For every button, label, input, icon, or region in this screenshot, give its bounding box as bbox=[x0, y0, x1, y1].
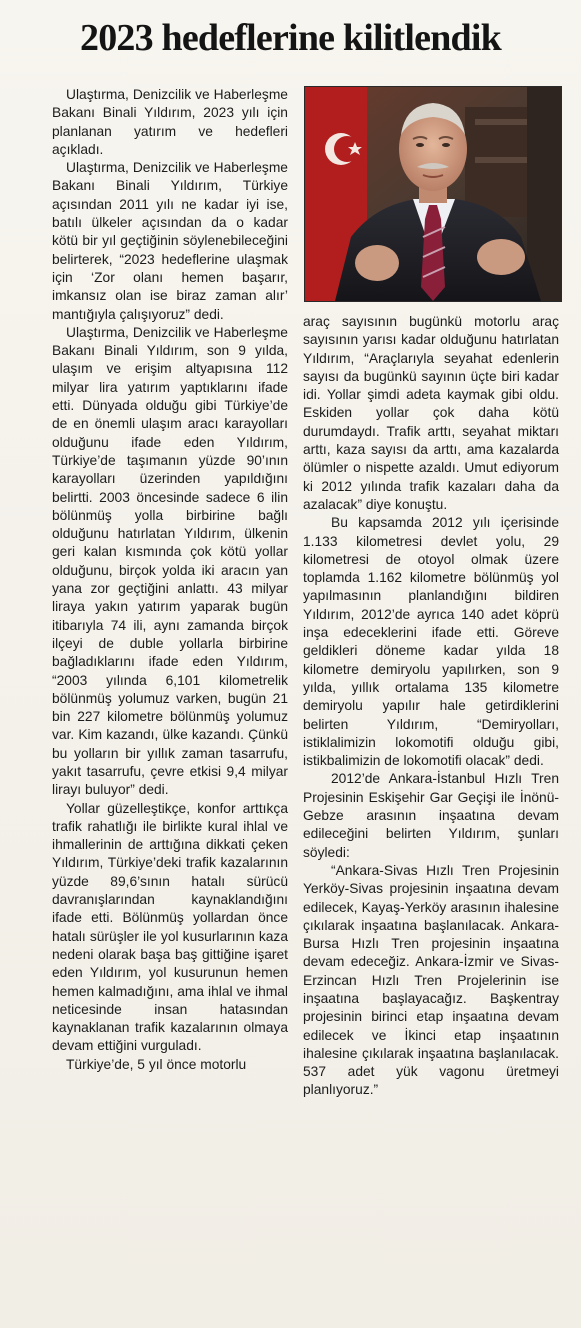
paragraph: Ulaştırma, Denizcilik ve Haberleşme Bakanı Binali Yıldırım, Türkiye açısından 2011 yılı ne kadar iyi ise, batılı ülkeler açısından da o kadar kötü bir yıl geçtiğinin söylenebileceğini belirterek, “2023 hedeflerine ulaşmak için ‘Zor olanı hemen başarır, imkansız olan ise biraz zaman alır’ mantığıyla çalışıyoruz” dedi. bbox=[52, 160, 288, 322]
minister-photo bbox=[304, 86, 562, 302]
paragraph: Ulaştırma, Denizcilik ve Haberleşme Bakanı Binali Yıldırım, son 9 yılda, ulaşım ve erişim altyapısına 112 milyar lira yatırım yaptıklarını ifade etti. Dünyada olduğu gibi Türkiye’de de en önemli ulaşım aracı karayolları olduğunu ifade eden Yıldırım, Türkiye’de taşımanın yüzde 90’ının karayolları üzerinden yapıldığını belirtti. 2003 öncesinde sadece 6 ilin bölünmüş yolla birbirine bağlı olduğunu hatırlatan Yıldırım, ülkenin geri kalan kısmında çok kötü yollar olduğunu, birçok yolda iki aracın yan yana zor geçtiğini anlattı. 43 milyar liraya yakın yatırım yaparak bugün itibarıyla 74 ili, aynı zamanda birçok ilçeyi de duble yollarla birbirine bağladıklarını ifade eden Yıldırım, “2003 yılında 6,101 kilometrelik bölünmüş yolumuz varken, bugün 21 bin 227 kilometre bölünmüş yolumuz var. Kim kazandı, ülke kazandı. Çünkü bu yolların bir yıllık zaman tasarrufu, yakıt tasarrufu, çevre etkisi 9,4 milyar lirayı buluyor” dedi. bbox=[52, 324, 288, 798]
paragraph: 2012’de Ankara-İstanbul Hızlı Tren Projesinin Eskişehir Gar Geçişi ile İnönü-Gebze arasının inşaatına devam edileceğini belirten Yıldırım, şunları söyledi: bbox=[303, 771, 559, 860]
minister-portrait-icon bbox=[305, 87, 561, 301]
paragraph: Ulaştırma, Denizcilik ve Haberleşme Bakanı Binali Yıldırım, 2023 yılı için planlanan yatırım ve hedefleri açıkladı. bbox=[52, 87, 288, 157]
paragraph: Türkiye’de, 5 yıl önce motorlu bbox=[66, 1056, 247, 1072]
paragraph: “Ankara-Sivas Hızlı Tren Projesinin Yerköy-Sivas projesinin inşaatına devam edilecek, Kayaş-Yerköy arasının ihalesine çıkılarak inşaatına başlanılacak. Ankara-Bursa Hızlı Tren projesinin inşaatına devam edeceğiz. Ankara-İzmir ve Sivas-Erzincan Hızlı Tren Projelerinin ise inşaatına başlayacağız. Başkentray projesinin birinci etap inşaatına devam edilecek ve İkinci etap inşaatının ihalesine çıkılarak inşaatına başlanılacak. 537 adet yük vagonu üretmeyi planlıyoruz.” bbox=[303, 862, 559, 1098]
left-column bbox=[52, 86, 288, 1074]
paragraph: Bu kapsamda 2012 yılı içerisinde 1.133 kilometresi devlet yolu, 29 kilometresi de otoyol olmak üzere toplamda 1.162 kilometre bölünmüş yol yapılmasının planlandığını bildiren Yıldırım, 2012’de ayrıca 140 adet köprü inşa edeceklerini ifade etti. Göreve geldikleri döneme kadar yılda 18 kilometre demiryolu yapılırken, son 9 yılda, yıllık ortalama 135 kilometre demiryolu yapılır hale getirdiklerini belirten Yıldırım, “Demiryolları, istiklalimizin lokomotifi olduğu gibi, istikbalimizin de lokomotifi olacak” dedi. bbox=[303, 515, 559, 769]
paragraph: Yollar güzelleştikçe, konfor arttıkça trafik rahatlığı ile birlikte kural ihlal ve ihmallerinin de arttığına dikkati çeken Yıldırım, Türkiye’deki trafik kazalarının yüzde 89,6’sının hatalı sürücü davranışlarından kaynaklandığını ifade etti. Bölünmüş yollardan önce hatalı sürüşler ile yol kusurlarının kaza nedeni olarak başa baş gittiğine işaret eden Yıldırım, yol kusurunun hemen hemen kalmadığını, ama ihlal ve ihmal neticesinde insan hatasından kaynaklanan trafik kazalarının olmaya devam ettiğini vurguladı. bbox=[52, 800, 288, 1054]
right-column bbox=[303, 313, 559, 1100]
headline: 2023 hedeflerine kilitlendik bbox=[80, 17, 501, 59]
paragraph: araç sayısının bugünkü motorlu araç sayısının yarısı kadar olduğunu hatırlatan Yıldırım, “Araçlarıyla seyahat edenlerin sayısı da bugünkü sayının üçte biri kadar idi. Yollar şimdi adeta kaymak gibi oldu. Eskiden yollar çok daha kötü durumdaydı. Trafik arttı, seyahat miktarı arttı, kaza sayısı da arttı, ama kazalarda ölümler o nispette azaldı. Umut ediyorum ki 2012 yılında trafik kazaları daha da azalacak” diye konuştu. bbox=[303, 314, 559, 512]
